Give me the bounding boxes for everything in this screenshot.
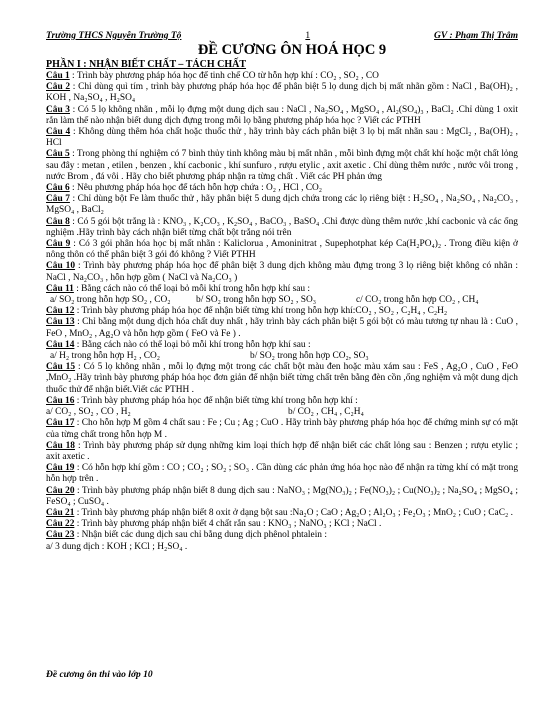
- page-number: 1: [305, 31, 311, 41]
- question-label: Câu 19: [46, 463, 75, 474]
- q11-option-c: c/ CO₂ trong hỗn hợp CO₂ , CH₄: [356, 295, 479, 306]
- question-text: : Không dùng thêm hóa chất hoặc thuốc thử , hãy trình bày cách phân biệt 3 lọ bị mất nhãn sau : MgCl₂ , Ba(OH)₂ , HCl: [46, 127, 519, 149]
- question-label: Câu 2: [46, 82, 71, 93]
- question-label: Câu 14: [46, 339, 75, 350]
- question-label: Câu 20: [46, 485, 75, 496]
- school-name: Trường THCS Nguyễn Trường Tộ: [46, 31, 182, 41]
- question-item: [46, 217, 518, 239]
- question-text: : Có 5 lọ không nhãn , mỗi lọ đựng một trong các chất bột màu đen hoặc màu xám sau : FeS , Ag₂O , CuO , FeO ,MnO₂ .Hãy trình bày phương pháp hóa học đơn giản để nhận biết từng chất trên bằng đèn cồn ,ống nghiệm và một dung dịch thuốc thử để nhận biết.Viết các PTHH .: [46, 362, 519, 395]
- question-item: [46, 284, 518, 295]
- question-label: Câu 3: [46, 104, 70, 115]
- question-item: [46, 239, 518, 261]
- question-text: : Có hỗn hợp khí gồm : CO ; CO₂ ; SO₂ ; SO₃ . Cần dùng các phản ứng hóa học nào để nhận ra từng khí có mặt trong hỗn hợp trên .: [46, 463, 519, 485]
- question-label: Câu 1: [46, 71, 70, 81]
- question-list-b: [46, 306, 518, 351]
- page-header: [46, 30, 518, 42]
- q14-option-b: b/ SO₂ trong hỗn hợp CO₂, SO₃: [250, 351, 369, 362]
- question-item: [46, 183, 518, 194]
- question-item: [46, 530, 518, 541]
- question-text: : Trình bày phương pháp nhận biết 4 chất rắn sau : KNO₃ ; NaNO₃ ; KCl ; NaCl .: [74, 519, 382, 530]
- question-text: : Trình bày phương pháp hóa học để phân biệt 3 dung dịch không màu đựng trong 3 lọ riêng biệt không có nhãn : NaCl , Na₂CO₃ , hỗn hợp gồm ( NaCl và Na₂CO₃ ): [46, 261, 518, 283]
- question-list-c: [46, 362, 518, 407]
- question-text: : Có 5 gói bột trắng là : KNO₃ , K₂CO₃ , K₂SO₄ , BaCO₃ , BaSO₄ .Chỉ được dùng thêm nước ,khí cacbonic và các ống nghiệm .Hãy trình bày cách nhận biết từng chất bột trắng nói trên: [46, 216, 518, 238]
- section-heading: PHẦN I : NHẬN BIẾT CHẤT – TÁCH CHẤT: [46, 59, 247, 70]
- question-label: Câu 18: [46, 440, 75, 451]
- question-label: Câu 11: [46, 283, 74, 294]
- question-label: Câu 8: [46, 216, 70, 227]
- question-label: Câu 6: [46, 183, 70, 194]
- question-item: [46, 194, 518, 216]
- q11-options: [46, 295, 518, 306]
- question-item: [46, 340, 518, 351]
- question-text: : Trình bày phương pháp sử dụng những kim loại thích hợp để nhận biết các chất lỏng sau : Benzen ; rượu etylic ; axit axetic .: [46, 440, 518, 462]
- question-label: Câu 7: [46, 194, 70, 205]
- question-text: : Trình bày phương pháp hóa học để nhận biết từng khí trong hỗn hợp khí:CO₂ , SO₂ , C₂H₄ , C₂H₂: [74, 306, 448, 317]
- question-item: [46, 362, 518, 396]
- question-text: : Bằng cách nào có thể loại bỏ mỗi khí trong hỗn hợp khí sau :: [73, 283, 311, 294]
- teacher-name: GV : Phạm Thị Trâm: [434, 31, 518, 41]
- question-label: Câu 12: [46, 306, 75, 317]
- q23-option: a/ 3 dung dịch : KOH ; KCl ; H₂SO₄ .: [46, 541, 188, 552]
- q16-option-a: a/ CO₂ , SO₂ , CO , H₂: [46, 407, 131, 418]
- q11-option-b: b/ SO₂ trong hỗn hợp SO₂ , SO₃: [196, 295, 316, 306]
- question-text: : Trình bày phương pháp nhận biết 8 oxit ở dạng bột sau :Na₂O ; CaO ; Ag₂O ; Al₂O₃ ; Fe₂O₃ ; MnO₂ ; CuO ; CaC₂ .: [74, 507, 513, 518]
- question-item: [46, 149, 518, 183]
- question-label: Câu 17: [46, 418, 75, 429]
- question-text: : Bằng cách nào có thể loại bỏ mỗi khí trong hỗn hợp khí sau :: [74, 339, 311, 350]
- question-item: [46, 418, 518, 440]
- question-text: : Trình bày phương pháp nhận biết 8 dung dịch sau : NaNO₃ ; Mg(NO₃)₂ ; Fe(NO₃)₂ ; Cu(NO₃)₂ ; Na₂SO₄ ; MgSO₄ ; FeSO₄ ; CuSO₄ .: [46, 485, 518, 507]
- question-item: [46, 306, 518, 317]
- q14-options: [46, 351, 518, 362]
- question-text: : Có 3 gói phân hóa học bị mất nhãn : Kaliclorua , Amoninitrat , Supephotphat kép Ca(H₂PO₄)₂ . Trong điều kiện ở nông thôn có thể phân biệt 3 gói đó không ? Viết PTHH: [46, 239, 518, 261]
- question-label: Câu 4: [46, 127, 71, 138]
- question-text: : Trình bày phương pháp hóa học để nhận biết từng khí trong hỗn hợp khí :: [74, 395, 358, 406]
- question-list-d: [46, 418, 518, 541]
- question-label: Câu 21: [46, 507, 75, 518]
- question-item: [46, 508, 518, 519]
- question-text: : Nêu phương pháp hóa học để tách hỗn hợp chứa : O₂ , HCl , CO₂: [69, 183, 323, 194]
- question-item: [46, 127, 518, 149]
- question-text: : Trong phòng thí nghiệm có 7 bình thủy tinh không màu bị mất nhãn , mỗi bình đựng một chất khí hoặc một chất lỏng sau đây : metan , etilen , benzen , khí cacbonic , khí sunfuro , rượu etylic , axit axetic . Chỉ dùng thêm nước , nước vôi trong , nước Brom , đá vôi . Hãy cho biết phương pháp nhận ra từng chất . Viết các PH phản ứng: [46, 149, 518, 182]
- question-label: Câu 23: [46, 530, 75, 541]
- question-item: [46, 82, 518, 104]
- question-label: Câu 13: [46, 317, 75, 328]
- question-item: [46, 441, 518, 463]
- question-item: [46, 486, 518, 508]
- question-text: : Có 5 lọ không nhãn , mỗi lọ đựng một dung dịch sau : NaCl , Na₂SO₄ , MgSO₄ , Al₂(SO₄)₃ , BaCl₂ .Chỉ dùng 1 oxit rắn làm thế nào nhận biết dung dịch đựng trong mỗi lọ bằng phương pháp hóa học ? Viết các PTHH: [46, 104, 518, 126]
- question-item: [46, 463, 518, 485]
- question-label: Câu 10: [46, 261, 76, 272]
- document-title: ĐỀ CƯƠNG ÔN HOÁ HỌC 9: [197, 42, 387, 58]
- question-label: Câu 16: [46, 395, 75, 406]
- question-text: : Nhận biết các dung dịch sau chỉ bằng dung dịch phênol phtalein :: [74, 530, 327, 541]
- question-label: Câu 15: [46, 362, 76, 373]
- question-text: : Chỉ bằng một dung dịch hóa chất duy nhất , hãy trình bày cách phân biệt 5 gói bột có màu tương tự nhau là : CuO , FeO , MnO₂ , Ag₂O và hỗn hợp gồm ( FeO và Fe ) .: [46, 317, 518, 339]
- question-text: : Cho hỗn hợp M gồm 4 chất sau : Fe ; Cu ; Ag ; CuO . Hãy trình bày phương pháp hóa học để chứng minh sự có mặt của từng chất trong hỗn hợp M .: [46, 418, 519, 440]
- question-text: : Trình bày phương pháp hóa học để tinh chế CO từ hỗn hợp khí : CO₂ , SO₂ , CO: [69, 71, 379, 81]
- question-list-a: [46, 71, 518, 295]
- q16-options: [46, 407, 518, 418]
- question-item: [46, 261, 518, 283]
- question-item: [46, 105, 518, 127]
- question-item: [46, 71, 518, 82]
- question-text: : Chỉ dùng bột Fe làm thuốc thử , hãy phân biệt 5 dung dịch chứa trong các lọ riêng biệt : H₂SO₄ , Na₂SO₄ , Na₂CO₃ , MgSO₄ , BaCl₂: [46, 194, 519, 216]
- document-page: [46, 30, 518, 553]
- page-footer: Đề cương ôn thi vào lớp 10: [46, 670, 153, 680]
- q16-option-b: b/ CO₂ , CH₄ , C₂H₄: [288, 407, 364, 418]
- question-item: [46, 317, 518, 339]
- q14-option-a: a/ H₂ trong hỗn hợp H₂ , CO₂: [50, 351, 161, 362]
- question-item: [46, 396, 518, 407]
- question-label: Câu 9: [46, 239, 71, 250]
- q11-option-a: a/ SO₂ trong hỗn hợp SO₂ , CO₂: [50, 295, 171, 306]
- question-label: Câu 22: [46, 519, 75, 530]
- question-label: Câu 5: [46, 149, 70, 160]
- question-text: : Chỉ dùng quì tím , trình bày phương pháp hóa học để phân biệt 5 lọ dung dịch bị mất nhãn gồm : NaCl , Ba(OH)₂ , KOH , Na₂SO₄ , H₂SO₄: [46, 82, 518, 104]
- question-item: [46, 519, 518, 530]
